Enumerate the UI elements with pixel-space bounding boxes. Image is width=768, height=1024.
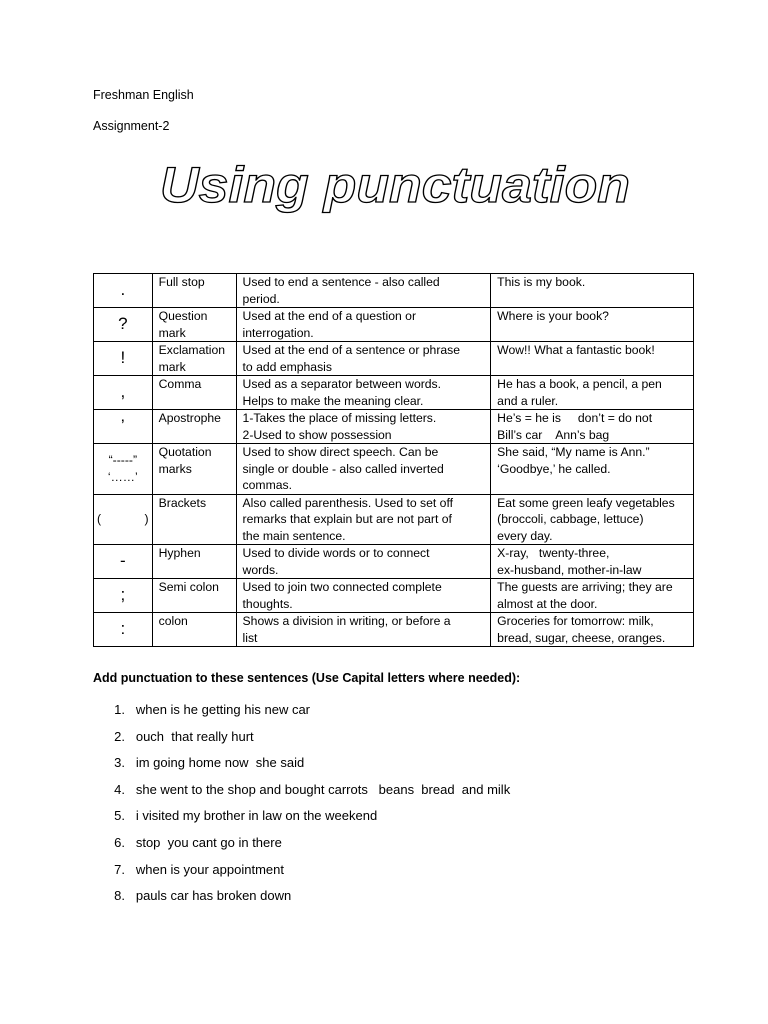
- punctuation-name: Quotation marks: [152, 444, 236, 495]
- usage-line: thoughts.: [242, 596, 293, 611]
- list-item: [93, 888, 510, 915]
- exercise-number: 4.: [114, 781, 125, 797]
- punctuation-name: Apostrophe: [152, 410, 236, 444]
- example-line: Wow!! What a fantastic book!: [497, 343, 655, 357]
- exercise-sentence: i visited my brother in law on the weekend: [135, 808, 378, 824]
- example-line: He has a book, a pencil, a pen: [497, 377, 662, 391]
- punctuation-usage: [236, 410, 491, 444]
- punctuation-symbol: ?: [94, 308, 153, 342]
- punctuation-usage: [236, 376, 491, 410]
- punctuation-example: [491, 342, 694, 376]
- punctuation-name: Comma: [152, 376, 236, 410]
- example-line: almost at the door.: [497, 596, 598, 611]
- exercise-sentence: she went to the shop and bought carrots beans bread and milk: [135, 781, 511, 797]
- punctuation-example: [491, 444, 694, 495]
- table-row: [94, 444, 694, 495]
- example-line: ‘Goodbye,’ he called.: [497, 461, 611, 476]
- punctuation-name: Exclamation mark: [152, 342, 236, 376]
- usage-line: 1-Takes the place of missing letters.: [242, 411, 437, 425]
- usage-line: commas.: [242, 478, 292, 492]
- punctuation-table-body: [94, 274, 694, 647]
- usage-line: Used to show direct speech. Can be: [242, 445, 439, 459]
- usage-line: Shows a division in writing, or before a: [242, 614, 451, 628]
- punctuation-symbol: !: [94, 342, 153, 376]
- exercise-number: 3.: [114, 755, 125, 771]
- punctuation-symbol: -: [94, 545, 153, 579]
- example-line: Where is your book?: [497, 309, 609, 323]
- usage-line: period.: [242, 291, 280, 306]
- usage-line: 2-Used to show possession: [242, 427, 392, 442]
- table-row: [94, 613, 694, 647]
- punctuation-name: Hyphen: [152, 545, 236, 579]
- table-row: [94, 274, 694, 308]
- punctuation-usage: [236, 545, 491, 579]
- usage-line: Helps to make the meaning clear.: [242, 393, 424, 408]
- example-line: Eat some green leafy vegetables: [497, 495, 675, 510]
- punctuation-usage: [236, 274, 491, 308]
- table-row: [94, 308, 694, 342]
- punctuation-name: Question mark: [152, 308, 236, 342]
- usage-line: Used to end a sentence - also called: [242, 275, 440, 289]
- list-item: [93, 729, 510, 756]
- exercise-number: 1.: [114, 702, 125, 717]
- punctuation-symbol: :: [94, 613, 153, 647]
- list-item: [93, 782, 510, 809]
- punctuation-usage: [236, 444, 491, 495]
- table-row: [94, 410, 694, 444]
- title-text: Using punctuation: [160, 157, 630, 213]
- usage-line: Used at the end of a question or: [242, 309, 416, 323]
- exercise-instruction: Add punctuation to these sentences (Use Capital letters where needed):: [93, 671, 521, 685]
- punctuation-symbol: “-----” ‘……’: [94, 444, 153, 495]
- punctuation-usage: [236, 342, 491, 376]
- punctuation-name: colon: [152, 613, 236, 647]
- example-line: every day.: [497, 528, 553, 543]
- list-item: [93, 808, 510, 835]
- exercise-sentence: when is he getting his new car: [135, 702, 310, 717]
- usage-line: words.: [242, 562, 279, 577]
- exercise-sentence: stop you cant go in there: [135, 834, 282, 850]
- example-line: The guests are arriving; they are: [497, 580, 673, 594]
- exercise-sentence: when is your appointment: [135, 861, 284, 877]
- punctuation-table: [93, 273, 694, 647]
- punctuation-name: Brackets: [152, 494, 236, 545]
- punctuation-example: [491, 579, 694, 613]
- exercise-number: 2.: [114, 728, 125, 744]
- usage-line: single or double - also called inverted: [242, 461, 444, 476]
- list-item: [93, 835, 510, 862]
- list-item: [93, 862, 510, 889]
- punctuation-example: [491, 410, 694, 444]
- exercise-number: 8.: [114, 888, 125, 904]
- usage-line: list: [242, 630, 258, 645]
- punctuation-name: Full stop: [152, 274, 236, 308]
- assignment-label: Assignment-2: [93, 119, 170, 133]
- punctuation-symbol: ;: [94, 579, 153, 613]
- punctuation-usage: [236, 494, 491, 545]
- punctuation-example: [491, 494, 694, 545]
- example-line: and a ruler.: [497, 393, 559, 408]
- example-line: ex-husband, mother-in-law: [497, 562, 642, 577]
- table-row: [94, 342, 694, 376]
- example-line: He’s = he is don’t = do not: [497, 411, 653, 425]
- usage-line: Also called parenthesis. Used to set off: [242, 495, 454, 510]
- exercise-number: 7.: [114, 861, 125, 877]
- course-name: Freshman English: [93, 88, 194, 102]
- punctuation-usage: [236, 613, 491, 647]
- punctuation-example: [491, 376, 694, 410]
- example-line: (broccoli, cabbage, lettuce): [497, 512, 644, 526]
- exercise-list: [93, 702, 510, 915]
- example-line: This is my book.: [497, 275, 586, 289]
- example-line: She said, “My name is Ann.”: [497, 445, 650, 459]
- usage-line: Used to divide words or to connect: [242, 546, 430, 560]
- punctuation-example: [491, 545, 694, 579]
- table-row: [94, 376, 694, 410]
- example-line: X-ray, twenty-three,: [497, 546, 610, 560]
- title-outline-text: [150, 150, 640, 222]
- example-line: Bill’s car Ann’s bag: [497, 427, 610, 442]
- usage-line: Used as a separator between words.: [242, 377, 442, 391]
- page-title: [150, 150, 640, 222]
- usage-line: Used to join two connected complete: [242, 580, 442, 594]
- punctuation-example: [491, 613, 694, 647]
- usage-line: to add emphasis: [242, 359, 332, 374]
- usage-line: the main sentence.: [242, 528, 346, 543]
- punctuation-usage: [236, 579, 491, 613]
- punctuation-name: Semi colon: [152, 579, 236, 613]
- exercise-number: 5.: [114, 808, 125, 824]
- exercise-sentence: ouch that really hurt: [135, 728, 254, 744]
- example-line: bread, sugar, cheese, oranges.: [497, 630, 666, 645]
- exercise-sentence: im going home now she said: [135, 755, 305, 771]
- usage-line: interrogation.: [242, 325, 314, 340]
- table-row: [94, 545, 694, 579]
- list-item: [93, 755, 510, 782]
- punctuation-symbol: ( ): [94, 494, 153, 545]
- table-row: [94, 579, 694, 613]
- exercise-sentence: pauls car has broken down: [135, 888, 292, 904]
- punctuation-usage: [236, 308, 491, 342]
- table-row: [94, 494, 694, 545]
- punctuation-symbol: .: [94, 274, 153, 308]
- example-line: Groceries for tomorrow: milk,: [497, 614, 654, 628]
- punctuation-example: [491, 308, 694, 342]
- exercise-number: 6.: [114, 834, 125, 850]
- punctuation-example: [491, 274, 694, 308]
- usage-line: Used at the end of a sentence or phrase: [242, 343, 461, 357]
- punctuation-symbol: ,: [94, 376, 153, 410]
- usage-line: remarks that explain but are not part of: [242, 512, 452, 526]
- punctuation-symbol: ’: [94, 410, 153, 444]
- list-item: [93, 702, 510, 729]
